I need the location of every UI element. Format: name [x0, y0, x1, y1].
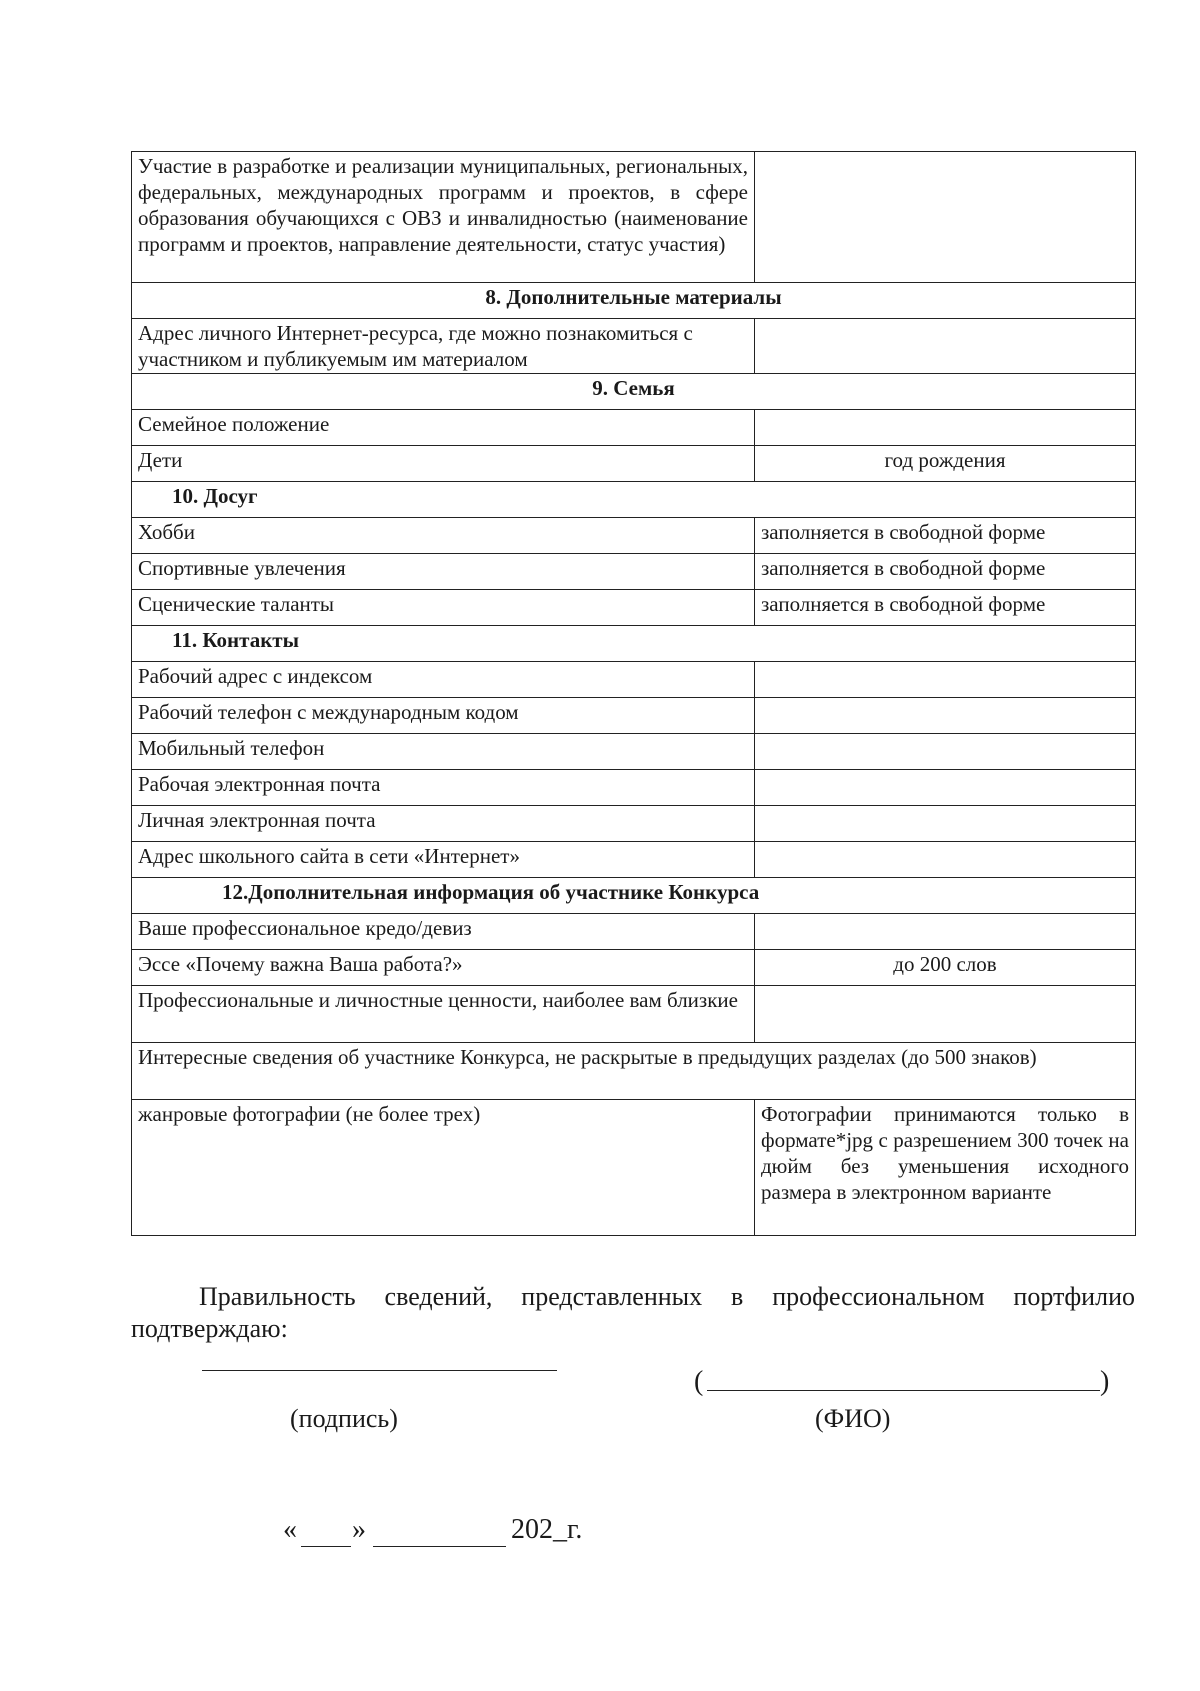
- table-row: [132, 842, 1136, 878]
- internet-resource-label: Адрес личного Интернет-ресурса, где можно познакомиться с участником и публикуемым им материалом: [132, 319, 755, 374]
- section8-title: 8. Дополнительные материалы: [132, 283, 1136, 319]
- photos-label: жанровые фотографии (не более трех): [132, 1100, 755, 1236]
- credo-value[interactable]: [755, 914, 1136, 950]
- date-year: 202_г.: [511, 1514, 583, 1545]
- table-row: [132, 770, 1136, 806]
- table-row: [132, 554, 1136, 590]
- table-row: [132, 1100, 1136, 1236]
- credo-label: Ваше профессиональное кредо/девиз: [132, 914, 755, 950]
- work-phone-label: Рабочий телефон с международным кодом: [132, 698, 755, 734]
- table-row: [132, 698, 1136, 734]
- table-row: [132, 914, 1136, 950]
- interesting-facts-label: Интересные сведения об участнике Конкурса, не раскрытые в предыдущих разделах (до 500 знаков): [132, 1043, 1136, 1100]
- children-label: Дети: [132, 446, 755, 482]
- name-caption: (ФИО): [815, 1404, 891, 1433]
- table-row: [132, 950, 1136, 986]
- section8-header: [132, 283, 1136, 319]
- section9-header: [132, 374, 1136, 410]
- section10-title: 10. Досуг: [132, 482, 1136, 518]
- mobile-phone-value[interactable]: [755, 734, 1136, 770]
- stage-talents-label: Сценические таланты: [132, 590, 755, 626]
- date-close-quote: »: [352, 1514, 366, 1545]
- section10-header: [132, 482, 1136, 518]
- sports-label: Спортивные увлечения: [132, 554, 755, 590]
- signature-line[interactable]: [202, 1370, 557, 1371]
- children-value[interactable]: год рождения: [755, 446, 1136, 482]
- participation-value[interactable]: [755, 152, 1136, 283]
- name-line[interactable]: [707, 1390, 1100, 1391]
- table-row: [132, 806, 1136, 842]
- photos-requirements: Фотографии принимаются только в формате*jpg с разрешением 300 точек на дюйм без уменьшения исходного размера в электронном варианте: [755, 1100, 1136, 1236]
- stage-talents-value[interactable]: заполняется в свободной форме: [755, 590, 1136, 626]
- internet-resource-value[interactable]: [755, 319, 1136, 374]
- hobby-value[interactable]: заполняется в свободной форме: [755, 518, 1136, 554]
- school-site-value[interactable]: [755, 842, 1136, 878]
- sports-value[interactable]: заполняется в свободной форме: [755, 554, 1136, 590]
- section11-header: [132, 626, 1136, 662]
- date-open-quote: «: [283, 1514, 297, 1545]
- marital-status-value[interactable]: [755, 410, 1136, 446]
- date-day-line[interactable]: [301, 1546, 351, 1547]
- work-email-value[interactable]: [755, 770, 1136, 806]
- name-close-paren: ): [1100, 1366, 1110, 1397]
- section12-title: 12.Дополнительная информация об участнике Конкурса: [132, 878, 1136, 914]
- section9-title: 9. Семья: [132, 374, 1136, 410]
- section11-title: 11. Контакты: [132, 626, 1136, 662]
- work-address-value[interactable]: [755, 662, 1136, 698]
- table-row: [132, 446, 1136, 482]
- school-site-label: Адрес школьного сайта в сети «Интернет»: [132, 842, 755, 878]
- participation-row: [132, 152, 1136, 283]
- table-row: [132, 410, 1136, 446]
- essay-value[interactable]: до 200 слов: [755, 950, 1136, 986]
- hobby-label: Хобби: [132, 518, 755, 554]
- values-label: Профессиональные и личностные ценности, наиболее вам близкие: [132, 986, 755, 1043]
- portfolio-form-table: [131, 151, 1136, 1236]
- marital-status-label: Семейное положение: [132, 410, 755, 446]
- mobile-phone-label: Мобильный телефон: [132, 734, 755, 770]
- table-row: [132, 590, 1136, 626]
- essay-label: Эссе «Почему важна Ваша работа?»: [132, 950, 755, 986]
- work-email-label: Рабочая электронная почта: [132, 770, 755, 806]
- work-address-label: Рабочий адрес с индексом: [132, 662, 755, 698]
- table-row: [132, 734, 1136, 770]
- table-row: [132, 986, 1136, 1043]
- signature-caption: (подпись): [290, 1404, 398, 1433]
- participation-label: Участие в разработке и реализации муниципальных, региональных, федеральных, международных программ и проектов, в сфере образования обучающихся с ОВЗ и инвалидностью (наименование программ и проектов, направление деятельности, статус участия): [132, 152, 755, 283]
- work-phone-value[interactable]: [755, 698, 1136, 734]
- date-month-line[interactable]: [373, 1546, 506, 1547]
- table-row: [132, 662, 1136, 698]
- name-open-paren: (: [694, 1366, 704, 1397]
- personal-email-value[interactable]: [755, 806, 1136, 842]
- table-row: [132, 1043, 1136, 1100]
- section12-header: [132, 878, 1136, 914]
- values-value[interactable]: [755, 986, 1136, 1043]
- table-row: [132, 518, 1136, 554]
- declaration-text: Правильность сведений, представленных в профессиональном портфилио подтверждаю:: [131, 1282, 1135, 1343]
- table-row: [132, 319, 1136, 374]
- personal-email-label: Личная электронная почта: [132, 806, 755, 842]
